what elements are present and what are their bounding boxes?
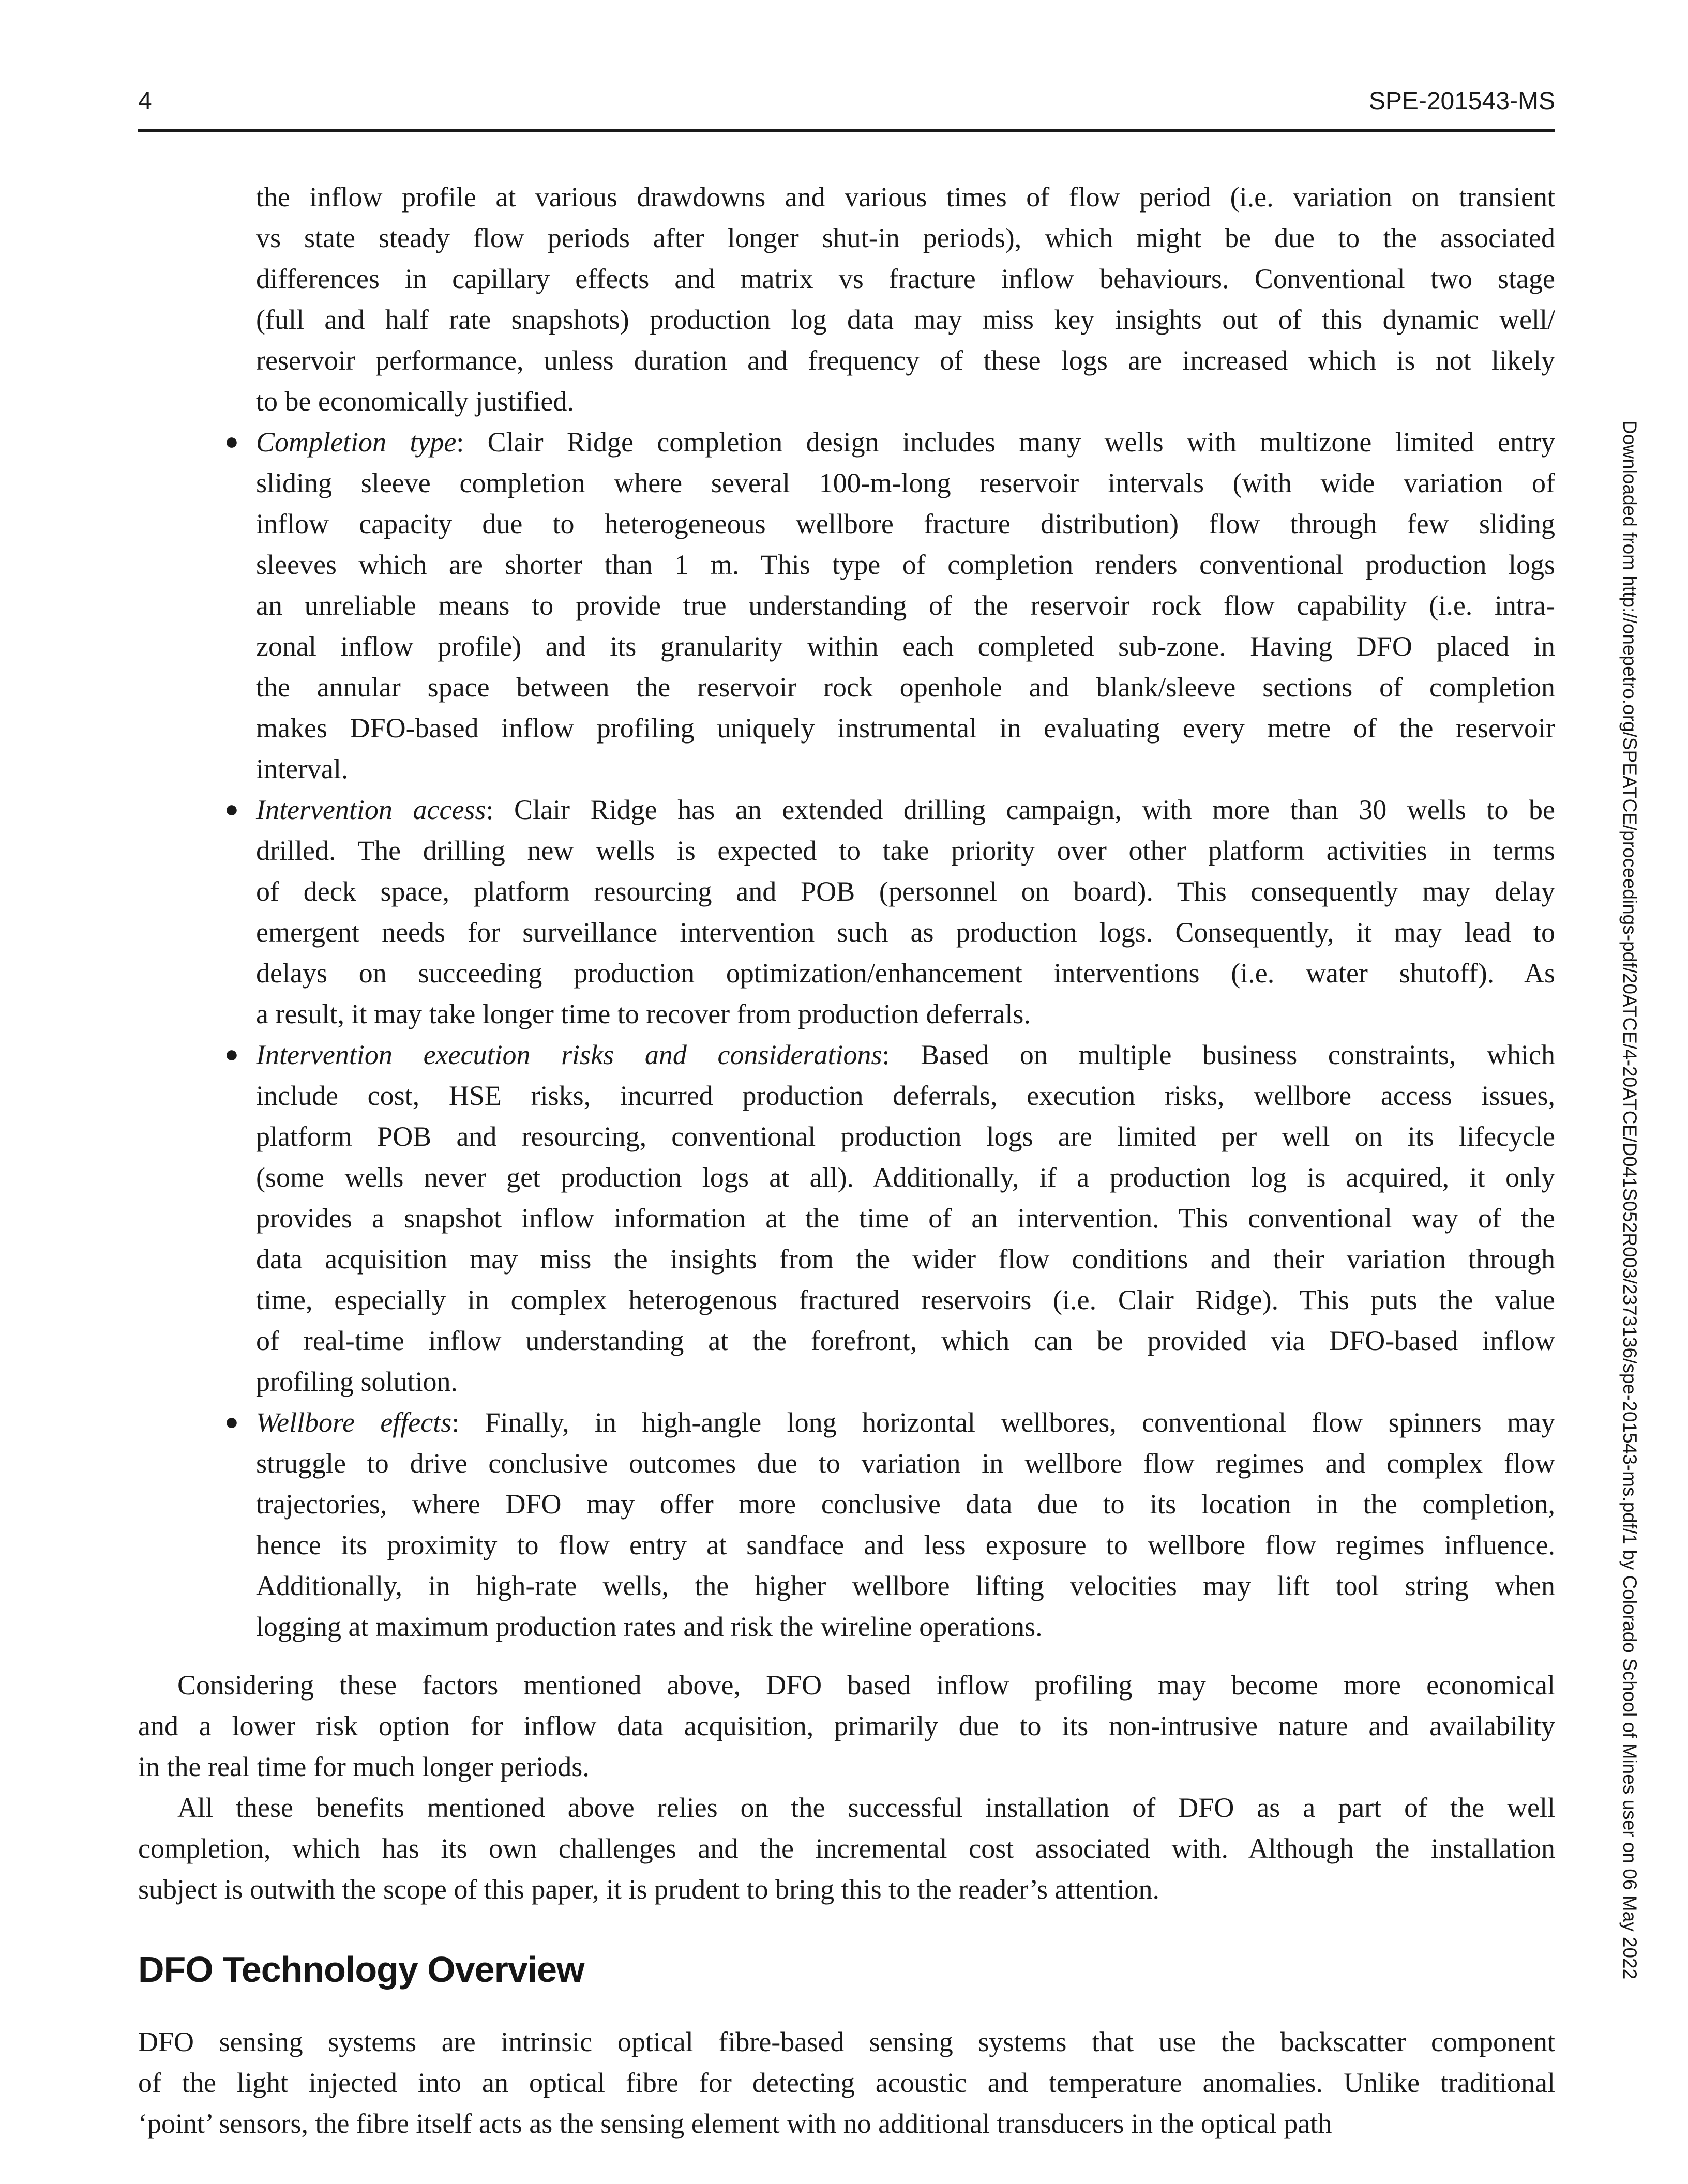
body-line: provides a snapshot inflow information at the time of an intervention. This conventional way of the <box>256 1203 1555 1234</box>
body-line: profiling solution. <box>256 1366 458 1397</box>
body-line: Intervention execution risks and considerations: Based on multiple business constraints, which <box>256 1039 1555 1070</box>
body-line: delays on succeeding production optimization/enhancement interventions (i.e. water shutoff). As <box>256 958 1555 989</box>
body-line: sliding sleeve completion where several 100-m-long reservoir intervals (with wide variation of <box>256 467 1555 498</box>
body-line: Considering these factors mentioned above, DFO based inflow profiling may become more economical <box>177 1670 1555 1701</box>
bullet-item <box>138 1035 1555 1402</box>
body-line: sleeves which are shorter than 1 m. This type of completion renders conventional production logs <box>256 549 1555 580</box>
body-line: and a lower risk option for inflow data acquisition, primarily due to its non-intrusive nature and availability <box>138 1710 1555 1741</box>
body-line: the annular space between the reservoir rock openhole and blank/sleeve sections of completion <box>256 672 1555 703</box>
body-line: interval. <box>256 753 349 784</box>
body-line: (full and half rate snapshots) production log data may miss key insights out of this dynamic well/ <box>256 304 1555 335</box>
body-line: Wellbore effects: Finally, in high-angle long horizontal wellbores, conventional flow spinners may <box>256 1407 1555 1438</box>
body-line: Additionally, in high-rate wells, the higher wellbore lifting velocities may lift tool string when <box>256 1570 1555 1601</box>
bullet-marker-icon: ● <box>224 1041 239 1067</box>
body-line: in the real time for much longer periods. <box>138 1751 590 1782</box>
body-line: data acquisition may miss the insights from the wider flow conditions and their variation through <box>256 1243 1555 1275</box>
body-line: reservoir performance, unless duration and frequency of these logs are increased which is not likely <box>256 345 1555 376</box>
running-header <box>138 87 1555 116</box>
body-line: All these benefits mentioned above relies on the successful installation of DFO as a part of the well <box>177 1792 1555 1823</box>
header-rule <box>138 129 1555 132</box>
bullet-lead: Intervention execution risks and considerations <box>256 1039 882 1070</box>
body-line: DFO sensing systems are intrinsic optical fibre-based sensing systems that use the backscatter component <box>138 2026 1555 2057</box>
page-number: 4 <box>138 87 152 115</box>
body-line: of real-time inflow understanding at the forefront, which can be provided via DFO-based inflow <box>256 1325 1555 1356</box>
body-line: inflow capacity due to heterogeneous wellbore fracture distribution) flow through few sliding <box>256 508 1555 539</box>
bullet-marker-icon: ● <box>224 428 239 454</box>
body-line: struggle to drive conclusive outcomes due to variation in wellbore flow regimes and complex flow <box>256 1448 1555 1479</box>
body-line: platform POB and resourcing, conventional production logs are limited per well on its lifecycle <box>256 1121 1555 1152</box>
body-line: differences in capillary effects and matrix vs fracture inflow behaviours. Conventional two stage <box>256 263 1555 294</box>
bullet-item <box>138 1402 1555 1647</box>
body-line: to be economically justified. <box>256 386 574 417</box>
section-heading: DFO Technology Overview <box>138 1949 584 1990</box>
bullet-lead: Completion type <box>256 427 457 458</box>
body-line: (some wells never get production logs at all). Additionally, if a production log is acquired, it only <box>256 1162 1555 1193</box>
body-line: completion, which has its own challenges and the incremental cost associated with. Although the installation <box>138 1833 1555 1864</box>
body-line: time, especially in complex heterogenous fractured reservoirs (i.e. Clair Ridge). This puts the value <box>256 1284 1555 1315</box>
paragraph <box>138 2022 1555 2144</box>
bullet-marker-icon: ● <box>224 1408 239 1435</box>
bullet-lead: Wellbore effects <box>256 1407 452 1438</box>
body-line: zonal inflow profile) and its granularity within each completed sub-zone. Having DFO placed in <box>256 631 1555 662</box>
body-line: hence its proximity to flow entry at sandface and less exposure to wellbore flow regimes influence. <box>256 1529 1555 1560</box>
bullet-marker-icon: ● <box>224 796 239 822</box>
body-line: drilled. The drilling new wells is expected to take priority over other platform activities in terms <box>256 835 1555 866</box>
page-content <box>138 0 1555 2144</box>
body-line: trajectories, where DFO may offer more conclusive data due to its location in the completion, <box>256 1489 1555 1520</box>
bullet-lead: Intervention access <box>256 794 486 825</box>
paragraph <box>138 1665 1555 1787</box>
body-line: of the light injected into an optical fibre for detecting acoustic and temperature anomalies. Unlike traditional <box>138 2067 1555 2098</box>
body-line: the inflow profile at various drawdowns and various times of flow period (i.e. variation on transient <box>256 181 1555 213</box>
body-line: of deck space, platform resourcing and POB (personnel on board). This consequently may delay <box>256 876 1555 907</box>
body-line: makes DFO-based inflow profiling uniquely instrumental in evaluating every metre of the reservoir <box>256 712 1555 744</box>
body-line: logging at maximum production rates and risk the wireline operations. <box>256 1611 1043 1642</box>
body-line: include cost, HSE risks, incurred production deferrals, execution risks, wellbore access issues, <box>256 1080 1555 1111</box>
continuation-paragraph <box>138 177 1555 422</box>
bullet-item <box>138 422 1555 790</box>
body-line: a result, it may take longer time to recover from production deferrals. <box>256 998 1031 1029</box>
body-line: Completion type: Clair Ridge completion design includes many wells with multizone limited entry <box>256 427 1555 458</box>
body-line: emergent needs for surveillance intervention such as production logs. Consequently, it may lead to <box>256 917 1555 948</box>
body-line: subject is outwith the scope of this paper, it is prudent to bring this to the reader’s attention. <box>138 1874 1159 1905</box>
body-line: ‘point’ sensors, the fibre itself acts as the sensing element with no additional transducers in the optical path <box>138 2108 1332 2139</box>
doc-id: SPE-201543-MS <box>1368 87 1555 115</box>
body-text <box>138 177 1555 2144</box>
bullet-item <box>138 790 1555 1035</box>
download-citation-sidebar: Downloaded from http://onepetro.org/SPEATCE/proceedings-pdf/20ATCE/4-20ATCE/D041S052R003/2373136/spe-201543-ms.pdf/1 by Colorado School of Mines user on 06 May 2022 <box>1619 420 1640 1980</box>
paragraph <box>138 1787 1555 1910</box>
body-line: an unreliable means to provide true understanding of the reservoir rock flow capability (i.e. intra- <box>256 590 1555 621</box>
body-line: vs state steady flow periods after longer shut-in periods), which might be due to the associated <box>256 222 1555 253</box>
body-line: Intervention access: Clair Ridge has an extended drilling campaign, with more than 30 wells to be <box>256 794 1556 825</box>
